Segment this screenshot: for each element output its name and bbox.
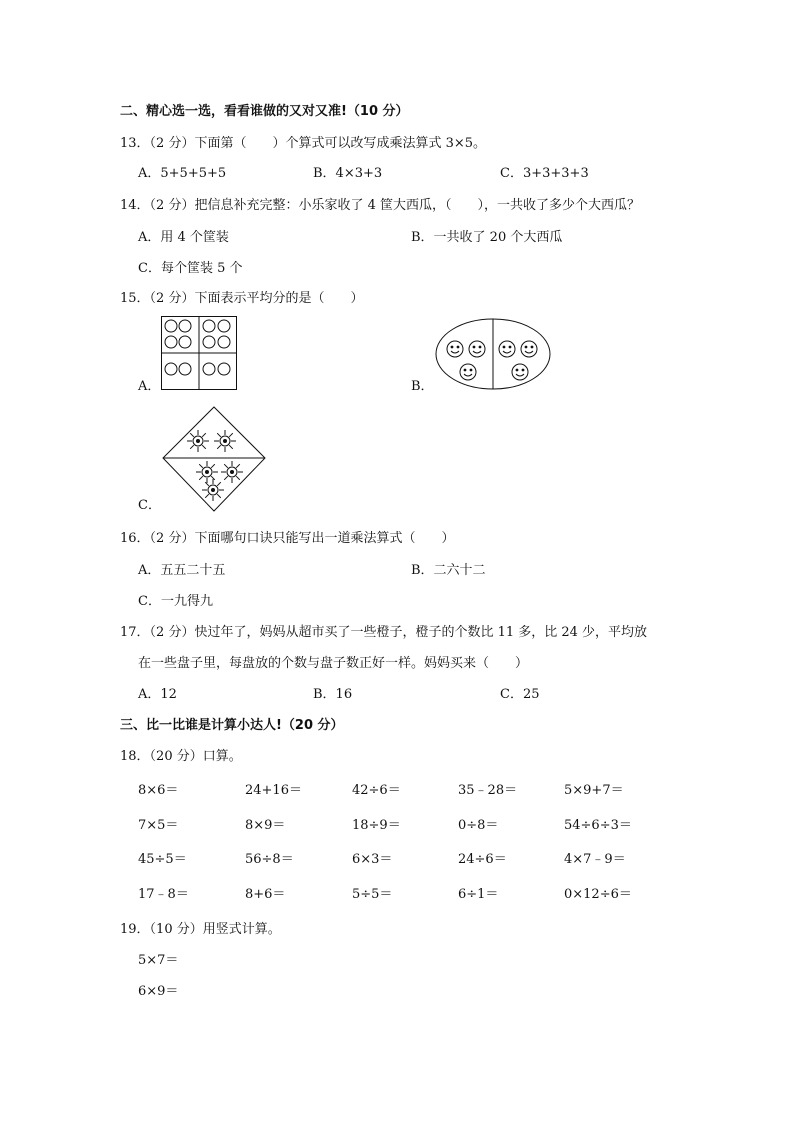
question-19-stem: 19．（10 分）用竖式计算。 [120,922,281,937]
question-16-option-a: A．五五二十五 [138,563,226,578]
calc-item: 7×5＝ [138,818,179,833]
calc-item: 24+16＝ [245,783,302,798]
calc-item: 35﹣28＝ [458,783,518,798]
figure-a-grid-of-circles [161,316,237,390]
question-15-option-c: C． [138,498,161,513]
question-14-option-a: A．用 4 个筐装 [138,230,229,245]
figure-b-ellipse-of-smileys [434,317,552,391]
question-15-stem: 15．（2 分）下面表示平均分的是（ ） [120,291,364,306]
calc-item: 24÷6＝ [458,852,507,867]
question-17-stem-line-1: 17．（2 分）快过年了，妈妈从超市买了一些橙子，橙子的个数比 11 多，比 24 少，平均放 [120,625,648,640]
section-2-heading: 二、精心选一选，看看谁做的又对又准!（10 分） [120,104,409,119]
calc-item: 5×9+7＝ [564,783,624,798]
section-3-heading: 三、比一比谁是计算小达人!（20 分） [120,718,344,733]
calc-item: 8×9＝ [245,818,286,833]
calc-item: 4×7﹣9＝ [564,852,626,867]
question-15-option-a: A． [138,379,161,394]
question-16-option-c: C．一九得九 [138,594,213,609]
question-17-option-b: B．16 [313,687,353,702]
question-16-option-b: B．二六十二 [411,563,486,578]
question-14-stem: 14．（2 分）把信息补充完整：小乐家收了 4 筐大西瓜，（ ），一共收了多少个大西瓜？ [120,198,640,213]
calc-item: 0×12÷6＝ [564,887,632,902]
calc-item: 18÷9＝ [352,818,401,833]
question-13-stem: 13．（2 分）下面第（ ）个算式可以改写成乘法算式 3×5。 [120,136,487,151]
question-17-stem-line-2: 在一些盘子里，每盘放的个数与盘子数正好一样。妈妈买来（ ） [138,656,529,671]
question-13-option-a: A．5+5+5+5 [138,166,227,181]
calc-item: 17﹣8＝ [138,887,189,902]
calc-item: 54÷6÷3＝ [564,818,632,833]
figure-c-diamond-of-suns [161,405,267,513]
question-14-option-c: C．每个筐装 5 个 [138,261,243,276]
question-15-option-b: B． [411,379,434,394]
question-14-option-b: B．一共收了 20 个大西瓜 [411,230,563,245]
vertical-calc-item: 5×7＝ [138,953,179,968]
calc-item: 0÷8＝ [458,818,499,833]
vertical-calc-item: 6×9＝ [138,984,179,999]
calc-item: 8+6＝ [245,887,286,902]
question-17-option-c: C．25 [500,687,540,702]
calc-item: 6×3＝ [352,852,393,867]
question-18-stem: 18．（20 分）口算。 [120,749,242,764]
calc-item: 5÷5＝ [352,887,393,902]
question-13-option-c: C．3+3+3+3 [500,166,589,181]
calc-item: 6÷1＝ [458,887,499,902]
calc-item: 45÷5＝ [138,852,187,867]
calc-item: 8×6＝ [138,783,179,798]
question-16-stem: 16．（2 分）下面哪句口诀只能写出一道乘法算式（ ） [120,531,455,546]
calc-item: 56÷8＝ [245,852,294,867]
question-17-option-a: A．12 [138,687,177,702]
calc-item: 42÷6＝ [352,783,401,798]
question-13-option-b: B．4×3+3 [313,166,383,181]
